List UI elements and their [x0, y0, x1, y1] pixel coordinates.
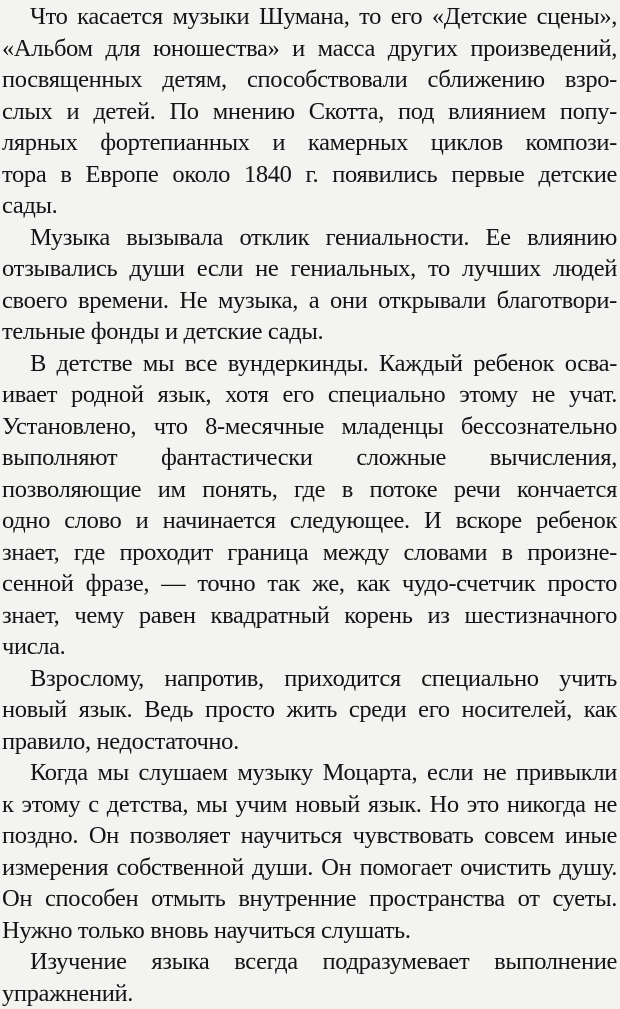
text-line: ивает родной язык, хотя его специально этому не учат.	[2, 381, 617, 409]
text-line: Взрослому, напротив, приходится специально учить	[30, 664, 617, 692]
text-line: Изучение языка всегда подразумевает выполнение	[30, 948, 617, 976]
text-line: упражнений.	[2, 979, 134, 1007]
text-line: В детстве мы все вундеркинды. Каждый ребенок осва-	[30, 349, 617, 377]
text-line: Нужно только вновь научиться слушать.	[2, 916, 411, 944]
text-line: отзывались души если не гениальных, то лучших людей	[2, 255, 617, 283]
paragraph	[2, 946, 617, 1009]
text-line: своего времени. Не музыка, а они открывали благотвори-	[2, 286, 617, 314]
text-line: сенной фразе, — точно так же, как чудо-счетчик просто	[2, 570, 617, 598]
text-line: Что касается музыки Шумана, то его «Детские сцены»,	[30, 3, 617, 30]
text-line: тора в Европе около 1840 г. появились первые детские	[2, 160, 617, 188]
paragraph	[2, 757, 617, 946]
text-line: к этому с детства, мы учим новый язык. Но это никогда не	[2, 790, 617, 818]
text-line: знает, где проходит граница между словами в произне-	[2, 538, 617, 566]
text-line: «Альбом для юношества» и масса других произведений,	[2, 34, 617, 62]
text-line: измерения собственной души. Он помогает очистить душу.	[2, 853, 617, 881]
text-line: Он способен отмыть внутренние пространства от суеты.	[2, 885, 617, 913]
text-line: новый язык. Ведь просто жить среди его носителей, как	[2, 696, 617, 724]
text-line: числа.	[2, 633, 66, 661]
text-line: Музыка вызывала отклик гениальности. Ее влиянию	[30, 223, 617, 251]
page-text	[2, 1, 617, 1009]
text-line: выполняют фантастически сложные вычисления,	[2, 444, 617, 472]
text-line: лярных фортепианных и камерных циклов компози-	[2, 129, 617, 157]
text-line: позволяющие им понять, где в потоке речи кончается	[2, 475, 617, 503]
text-line: посвященных детям, способствовали сближению взро-	[2, 66, 617, 94]
text-line: правило, недостаточно.	[2, 727, 239, 755]
paragraph	[2, 348, 617, 663]
text-line: знает, чему равен квадратный корень из шестизначного	[2, 601, 617, 629]
text-line: поздно. Он позволяет научиться чувствовать совсем иные	[2, 822, 617, 850]
paragraph	[2, 1, 617, 222]
text-line: сады.	[2, 192, 58, 220]
text-line: Установлено, что 8-месячные младенцы бессознательно	[2, 412, 617, 440]
paragraph	[2, 663, 617, 758]
text-line: Когда мы слушаем музыку Моцарта, если не привыкли	[30, 759, 617, 787]
text-line: слых и детей. По мнению Скотта, под влиянием попу-	[2, 97, 617, 125]
paragraph	[2, 222, 617, 348]
text-line: тельные фонды и детские сады.	[2, 318, 324, 346]
text-line: одно слово и начинается следующее. И вскоре ребенок	[2, 507, 617, 535]
